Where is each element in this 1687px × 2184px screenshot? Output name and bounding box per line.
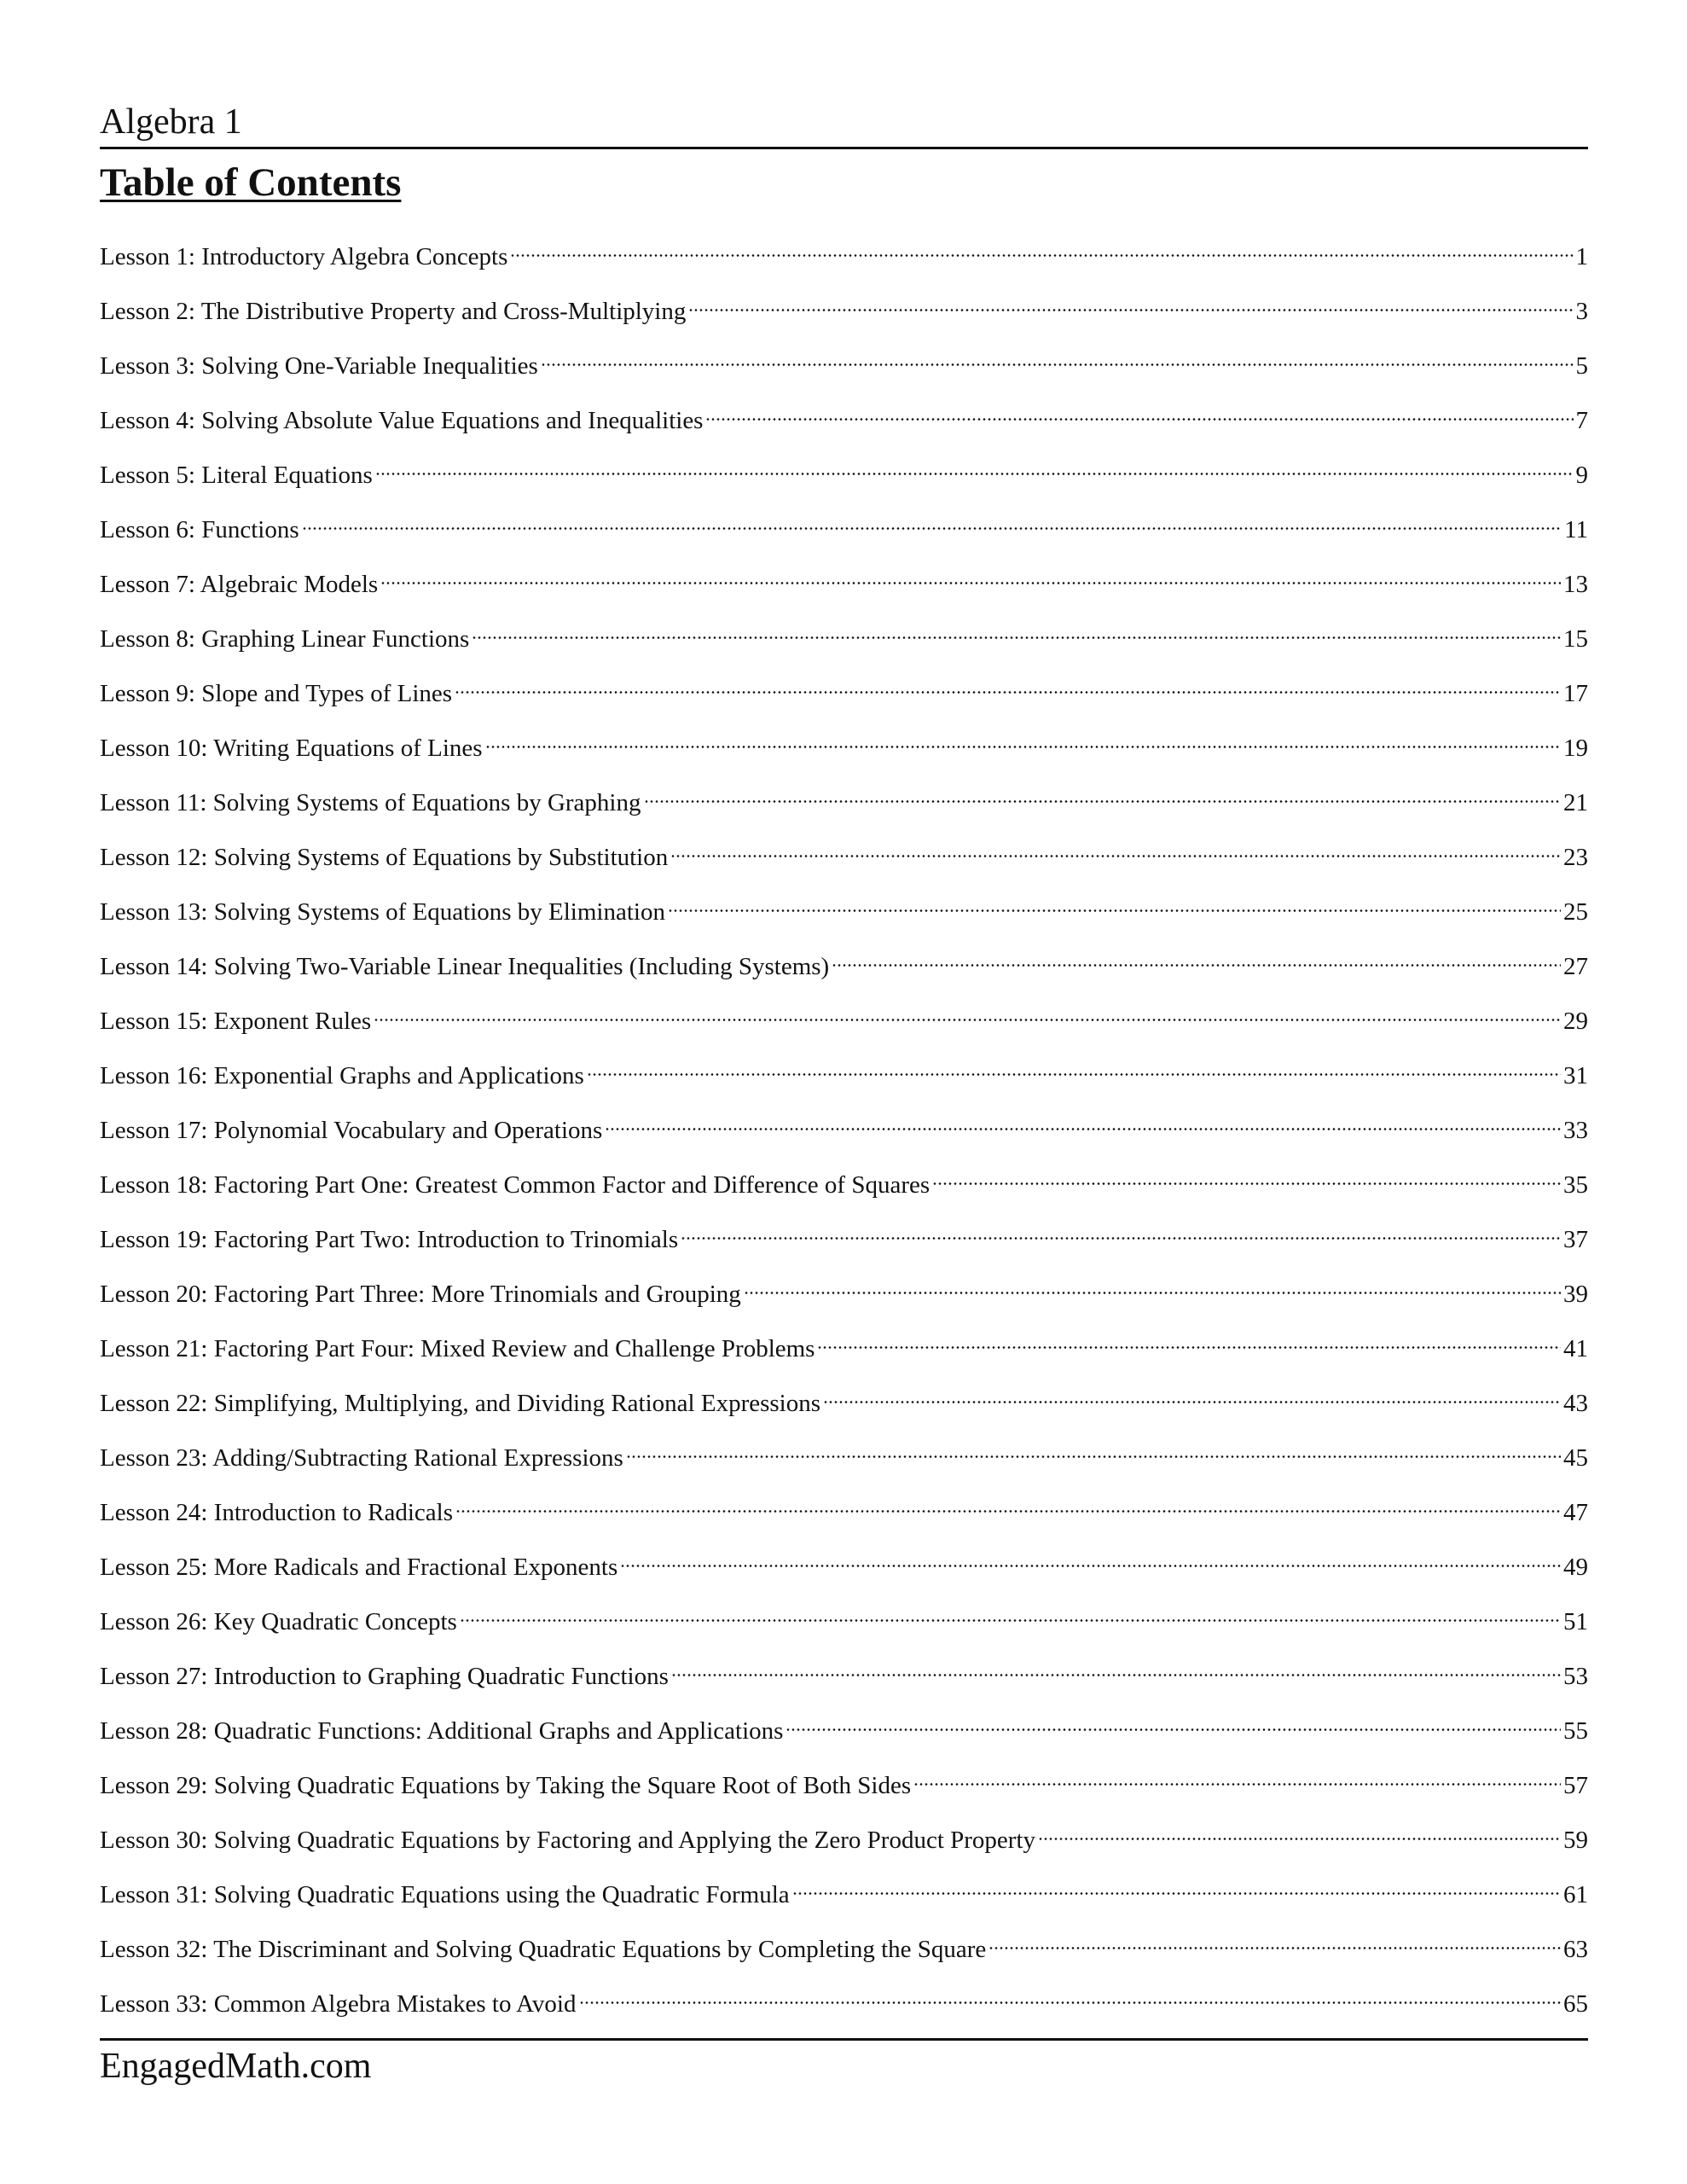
dot-leader	[668, 886, 1561, 920]
toc-entry-label: Lesson 23: Adding/Subtracting Rational Expressions	[100, 1444, 623, 1472]
toc-entry[interactable]	[100, 1486, 1588, 1541]
toc-entry-label: Lesson 17: Polynomial Vocabulary and Operations	[100, 1117, 603, 1144]
toc-list	[100, 230, 1588, 2032]
dot-leader	[1038, 1814, 1561, 1848]
dot-leader	[455, 667, 1561, 701]
dot-leader	[620, 1541, 1561, 1575]
dot-leader	[688, 285, 1573, 319]
toc-entry-page-number: 31	[1563, 1062, 1588, 1089]
toc-entry[interactable]	[100, 722, 1588, 776]
toc-entry[interactable]	[100, 667, 1588, 722]
dot-leader	[644, 776, 1562, 810]
dot-leader	[455, 1486, 1561, 1520]
document-page	[100, 0, 1588, 2184]
toc-entry[interactable]	[100, 1650, 1588, 1705]
toc-entry-page-number: 5	[1575, 352, 1588, 380]
toc-entry[interactable]	[100, 1595, 1588, 1650]
toc-entry-page-number: 11	[1564, 516, 1588, 543]
toc-entry-page-number: 45	[1563, 1444, 1588, 1472]
toc-entry-label: Lesson 1: Introductory Algebra Concepts	[100, 243, 508, 270]
toc-entry[interactable]	[100, 503, 1588, 558]
toc-entry-label: Lesson 4: Solving Absolute Value Equations and Inequalities	[100, 407, 704, 434]
dot-leader	[705, 394, 1573, 428]
toc-entry-page-number: 25	[1563, 898, 1588, 926]
toc-entry[interactable]	[100, 613, 1588, 667]
toc-entry[interactable]	[100, 1814, 1588, 1868]
toc-entry[interactable]	[100, 1049, 1588, 1104]
toc-entry[interactable]	[100, 831, 1588, 886]
toc-entry-page-number: 37	[1563, 1226, 1588, 1253]
toc-entry-page-number: 39	[1563, 1281, 1588, 1308]
toc-entry-label: Lesson 33: Common Algebra Mistakes to Avoid	[100, 1990, 577, 2018]
toc-entry-label: Lesson 10: Writing Equations of Lines	[100, 735, 483, 762]
toc-entry-label: Lesson 28: Quadratic Functions: Additional Graphs and Applications	[100, 1717, 784, 1745]
toc-entry-page-number: 49	[1563, 1554, 1588, 1581]
dot-leader	[671, 1650, 1561, 1684]
toc-entry-page-number: 9	[1575, 462, 1588, 489]
toc-entry[interactable]	[100, 1322, 1588, 1377]
toc-entry[interactable]	[100, 1705, 1588, 1759]
toc-entry[interactable]	[100, 449, 1588, 503]
dot-leader	[460, 1595, 1561, 1629]
toc-entry-page-number: 1	[1575, 243, 1588, 270]
toc-entry-label: Lesson 22: Simplifying, Multiplying, and Dividing Rational Expressions	[100, 1390, 821, 1417]
dot-leader	[605, 1104, 1561, 1138]
toc-entry-label: Lesson 24: Introduction to Radicals	[100, 1499, 453, 1526]
toc-entry-page-number: 27	[1563, 953, 1588, 980]
dot-leader	[472, 613, 1561, 647]
dot-leader	[823, 1377, 1561, 1411]
toc-entry[interactable]	[100, 940, 1588, 995]
document-header-title: Algebra 1	[100, 102, 242, 142]
dot-leader	[374, 995, 1561, 1029]
toc-entry-page-number: 17	[1563, 680, 1588, 707]
toc-entry-label: Lesson 5: Literal Equations	[100, 462, 373, 489]
toc-entry-label: Lesson 13: Solving Systems of Equations by Elimination	[100, 898, 665, 926]
toc-entry[interactable]	[100, 1868, 1588, 1923]
toc-entry-label: Lesson 7: Algebraic Models	[100, 571, 379, 598]
toc-entry-page-number: 33	[1563, 1117, 1588, 1144]
dot-leader	[786, 1705, 1561, 1739]
toc-entry[interactable]	[100, 394, 1588, 449]
toc-entry-label: Lesson 20: Factoring Part Three: More Trinomials and Grouping	[100, 1281, 741, 1308]
dot-leader	[681, 1213, 1561, 1247]
toc-entry[interactable]	[100, 1923, 1588, 1978]
toc-entry[interactable]	[100, 1759, 1588, 1814]
dot-leader	[744, 1268, 1561, 1302]
toc-heading: Table of Contents	[100, 160, 402, 205]
toc-entry-page-number: 51	[1563, 1608, 1588, 1635]
toc-entry[interactable]	[100, 1432, 1588, 1486]
toc-entry[interactable]	[100, 1978, 1588, 2032]
dot-leader	[380, 558, 1561, 592]
toc-entry[interactable]	[100, 776, 1588, 831]
toc-entry-page-number: 55	[1563, 1717, 1588, 1745]
toc-entry-page-number: 41	[1563, 1335, 1588, 1362]
toc-entry-label: Lesson 12: Solving Systems of Equations by Substitution	[100, 844, 669, 871]
toc-entry-page-number: 21	[1563, 789, 1588, 816]
toc-entry-page-number: 13	[1563, 571, 1588, 598]
toc-entry-label: Lesson 9: Slope and Types of Lines	[100, 680, 453, 707]
toc-entry-page-number: 15	[1563, 625, 1588, 653]
toc-entry[interactable]	[100, 1159, 1588, 1213]
dot-leader	[792, 1868, 1561, 1902]
toc-entry-page-number: 47	[1563, 1499, 1588, 1526]
toc-entry-page-number: 59	[1563, 1827, 1588, 1854]
dot-leader	[579, 1978, 1562, 2012]
dot-leader	[302, 503, 1562, 537]
toc-entry-label: Lesson 27: Introduction to Graphing Quadratic Functions	[100, 1663, 669, 1690]
dot-leader	[670, 831, 1561, 865]
toc-entry-page-number: 35	[1563, 1171, 1588, 1199]
toc-entry-page-number: 23	[1563, 844, 1588, 871]
toc-entry-label: Lesson 2: The Distributive Property and Cross-Multiplying	[100, 298, 687, 325]
toc-entry[interactable]	[100, 1213, 1588, 1268]
toc-entry-label: Lesson 3: Solving One-Variable Inequalities	[100, 352, 538, 380]
toc-entry-page-number: 43	[1563, 1390, 1588, 1417]
toc-entry-label: Lesson 26: Key Quadratic Concepts	[100, 1608, 457, 1635]
toc-entry[interactable]	[100, 1104, 1588, 1159]
toc-entry-label: Lesson 32: The Discriminant and Solving Quadratic Equations by Completing the Square	[100, 1936, 987, 1963]
dot-leader	[485, 722, 1561, 756]
toc-entry-label: Lesson 29: Solving Quadratic Equations by Taking the Square Root of Both Sides	[100, 1772, 912, 1799]
toc-entry-page-number: 7	[1575, 407, 1588, 434]
toc-entry-page-number: 57	[1563, 1772, 1588, 1799]
dot-leader	[510, 230, 1573, 264]
dot-leader	[587, 1049, 1561, 1083]
dot-leader	[541, 340, 1574, 374]
dot-leader	[817, 1322, 1561, 1356]
toc-entry[interactable]	[100, 1377, 1588, 1432]
toc-entry-page-number: 19	[1563, 735, 1588, 762]
dot-leader	[988, 1923, 1561, 1957]
dot-leader	[832, 940, 1561, 974]
toc-entry-label: Lesson 11: Solving Systems of Equations by Graphing	[100, 789, 641, 816]
dot-leader	[913, 1759, 1561, 1793]
header-divider	[100, 147, 1588, 149]
toc-entry-label: Lesson 16: Exponential Graphs and Applications	[100, 1062, 584, 1089]
toc-entry[interactable]	[100, 1541, 1588, 1595]
toc-entry-page-number: 53	[1563, 1663, 1588, 1690]
toc-entry[interactable]	[100, 285, 1588, 340]
toc-entry-label: Lesson 30: Solving Quadratic Equations by Factoring and Applying the Zero Product Property	[100, 1827, 1036, 1854]
dot-leader	[375, 449, 1574, 483]
toc-entry-label: Lesson 8: Graphing Linear Functions	[100, 625, 470, 653]
toc-entry-label: Lesson 25: More Radicals and Fractional Exponents	[100, 1554, 618, 1581]
toc-entry[interactable]	[100, 558, 1588, 613]
dot-leader	[932, 1159, 1561, 1193]
toc-entry-page-number: 29	[1563, 1008, 1588, 1035]
toc-entry[interactable]	[100, 995, 1588, 1049]
footer-website: EngagedMath.com	[100, 2047, 372, 2086]
toc-entry-page-number: 63	[1563, 1936, 1588, 1963]
toc-entry[interactable]	[100, 340, 1588, 394]
toc-entry-page-number: 3	[1575, 298, 1588, 325]
toc-entry-label: Lesson 15: Exponent Rules	[100, 1008, 372, 1035]
toc-entry-page-number: 65	[1563, 1990, 1588, 2018]
dot-leader	[626, 1432, 1561, 1466]
toc-entry[interactable]	[100, 886, 1588, 940]
toc-entry[interactable]	[100, 1268, 1588, 1322]
toc-entry-label: Lesson 6: Functions	[100, 516, 299, 543]
toc-entry-label: Lesson 18: Factoring Part One: Greatest Common Factor and Difference of Squares	[100, 1171, 930, 1199]
toc-entry-label: Lesson 19: Factoring Part Two: Introduction to Trinomials	[100, 1226, 679, 1253]
toc-entry[interactable]	[100, 230, 1588, 285]
toc-entry-label: Lesson 31: Solving Quadratic Equations using the Quadratic Formula	[100, 1881, 790, 1908]
toc-entry-label: Lesson 14: Solving Two-Variable Linear Inequalities (Including Systems)	[100, 953, 830, 980]
toc-entry-page-number: 61	[1563, 1881, 1588, 1908]
toc-entry-label: Lesson 21: Factoring Part Four: Mixed Review and Challenge Problems	[100, 1335, 815, 1362]
footer-divider	[100, 2038, 1588, 2041]
